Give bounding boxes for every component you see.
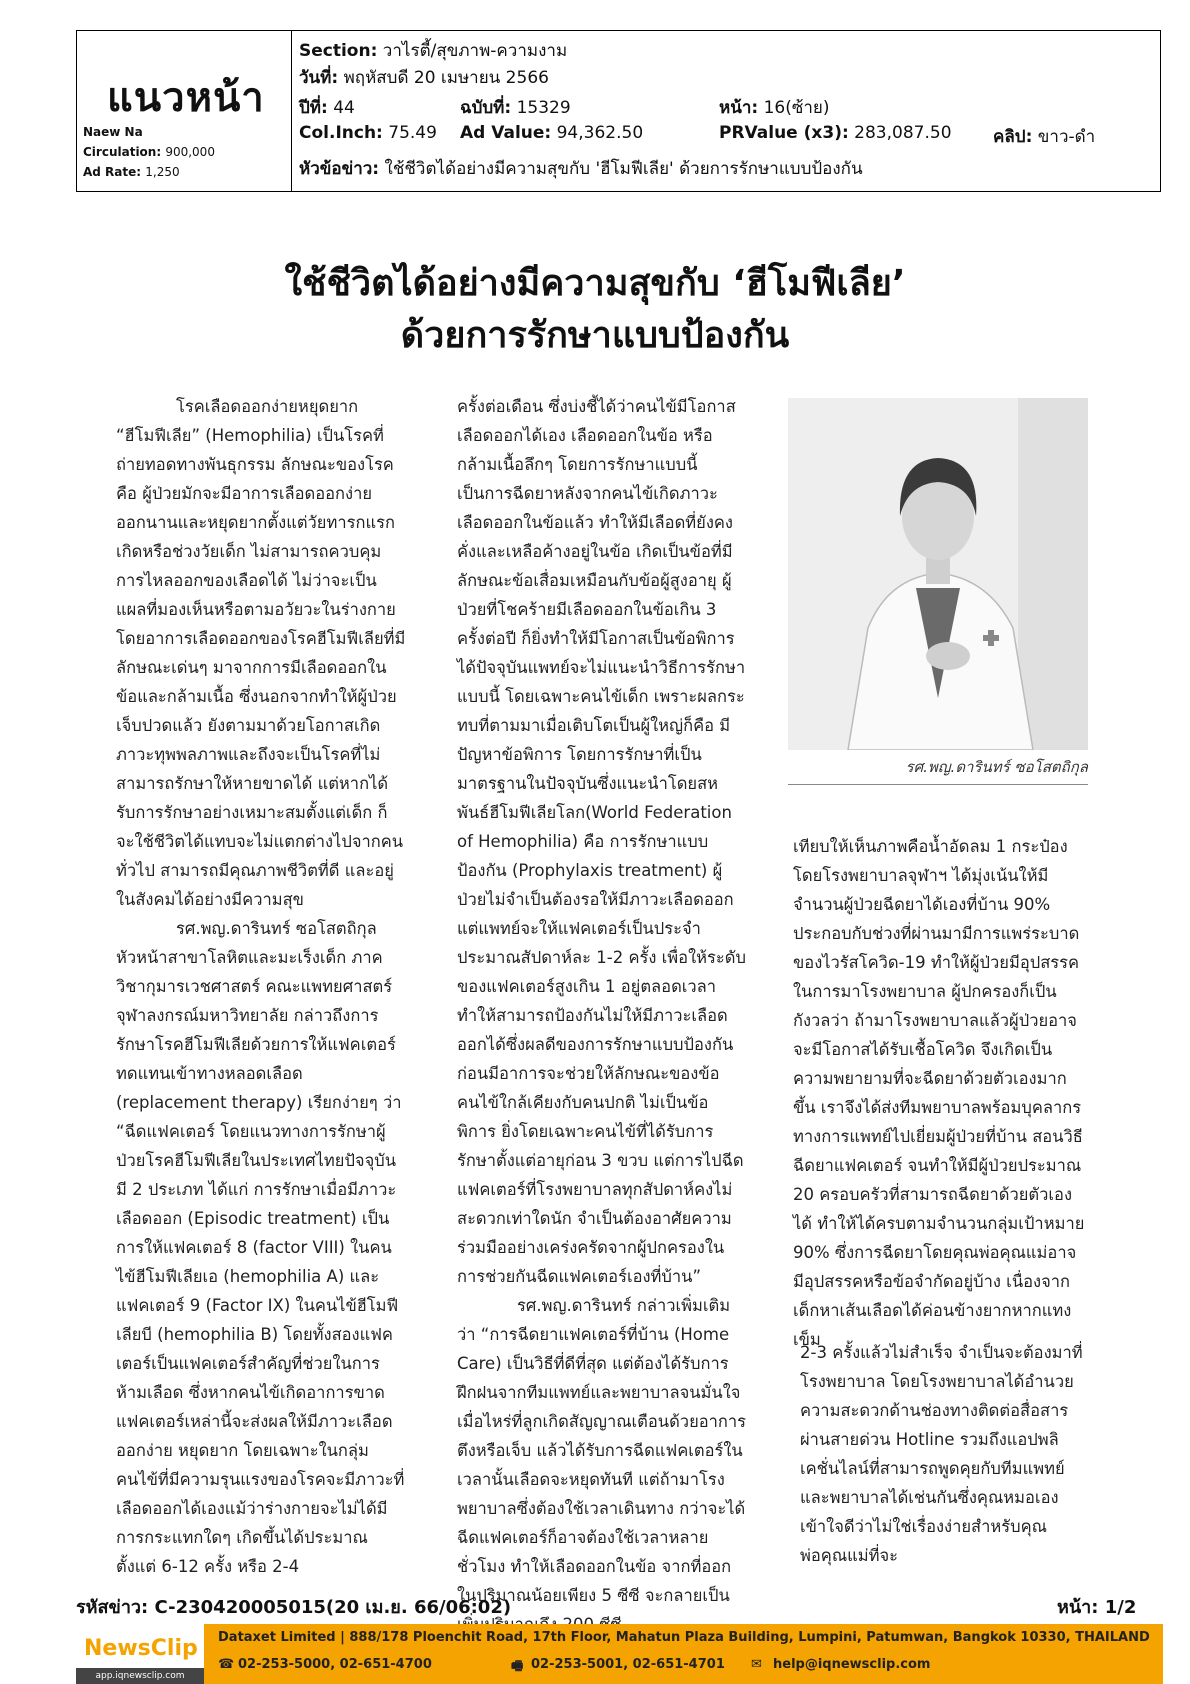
newsclip-logo: NewsClip (84, 1636, 198, 1661)
prvalue-field: PRValue (x3): 283,087.50 (719, 123, 952, 143)
page-field: หน้า: 16(ซ้าย) (719, 98, 830, 118)
clip-header (76, 30, 1161, 192)
page-indicator: หน้า: 1/2 (1057, 1597, 1137, 1618)
publisher-logo: แนวหน้า (107, 75, 265, 121)
paragraph: โรคเลือดออกง่ายหยุดยาก (176, 397, 359, 416)
headline-line-2: ด้วยการรักษาแบบป้องกัน (400, 315, 790, 356)
email-address[interactable]: help@iqnewsclip.com (773, 1657, 931, 1672)
phone-numbers: 02-253-5000, 02-651-4700 (238, 1657, 432, 1672)
paragraph: เทียบให้เห็นภาพคือน้ำอัดลม 1 กระป๋อง โดยโรงพยาบาลจุฬาฯ ได้มุ่งเน้นให้มีจำนวนผู้ป่วยฉีดยาได้เองที่บ้าน 90% ประกอบกับช่วงที่ผ่านมามีการแพร่ระบาดของไวรัสโควิด-19 ทำให้ผู้ป่วยมีอุปสรรคในการมาโรงพยาบาล ผู้ปกครองก็เป็นกังวลว่า ถ้ามาโรงพยาบาลแล้วผู้ป่วยอาจจะมีโอกาสได้รับเชื้อโควิด จึงเกิดเป็นความพยายามที่จะฉีดยาด้วยตัวเองมากขึ้น เราจึงได้ส่งทีมพยาบาลพร้อมบุคลากรทางการแพทย์ไปเยี่ยมผู้ป่วยที่บ้าน สอนวิธีฉีดยาแฟคเตอร์ จนทำให้มีผู้ป่วยประมาณ 20 ครอบครัวที่สามารถฉีดยาด้วยตัวเองได้ ทำให้ได้ครบตามจำนวนกลุ่มเป้าหมาย 90% ซึ่งการฉีดยาโดยคุณพ่อคุณแม่อาจมีอุปสรรคหรือข้อจำกัดอยู่บ้าง เนื่องจากเด็กหาเส้นเลือดได้ค่อนข้างยากหากแทงเข็ม (793, 837, 1085, 1349)
year-field: ปีที่: 44 (299, 98, 355, 118)
paragraph: รศ.พญ.ดารินทร์ ซอโสตถิกุล หัวหน้าสาขาโลหิตและมะเร็งเด็ก ภาควิชากุมารเวชศาสตร์ คณะแพทยศาสตร์ จุฬาลงกรณ์มหาวิทยาลัย กล่าวถึงการรักษาโรคฮีโมฟีเลียด้วยการให้แฟคเตอร์ทดแทนเข้าทางหลอดเลือด (replacement therapy) เรียกง่ายๆ ว่า “ฉีดแฟคเตอร์ โดยแนวทางการรักษาผู้ป่วยโรคฮีโมฟีเลียในประเทศไทยปัจจุบันมี 2 ประเภท ได้แก่ การรักษาเมื่อมีภาวะเลือดออก (Episodic treatment) เป็นการให้แฟคเตอร์ 8 (factor VIII) ในคนไข้ฮีโมฟีเลียเอ (hemophilia A) และแฟคเตอร์ 9 (Factor IX) ในคนไข้ฮีโมฟีเลียบี (hemophilia B) โดยทั้งสองแฟคเตอร์เป็นแฟคเตอร์สำคัญที่ช่วยในการห้ามเลือด ซึ่งหากคนไข้เกิดอาการขาดแฟคเตอร์เหล่านี้จะส่งผลให้มีภาวะเลือดออกง่าย หยุดยาก โดยเฉพาะในกลุ่มคนไข้ที่มีความรุนแรงของโรคจะมีภาวะที่เลือดออกได้เองแม้ว่าร่างกายจะไม่ได้มีการกระแทกใดๆ เกิดขึ้นได้ประมาณตั้งแต่ 6-12 ครั้ง หรือ 2-4 (116, 919, 405, 1576)
headline-row: หัวข้อข่าว: ใช้ชีวิตได้อย่างมีความสุขกับ 'ฮีโมฟีเลีย' ด้วยการรักษาแบบป้องกัน (299, 159, 863, 179)
news-code: รหัสข่าว: C-230420005015(20 เม.ย. 66/06:02) (76, 1597, 512, 1618)
newsclip-logo-box (76, 1624, 204, 1684)
publisher-panel (77, 31, 292, 191)
issue-field: ฉบับที่: 15329 (460, 98, 571, 118)
footer-bar (76, 1624, 1163, 1684)
article-column-1 (116, 392, 406, 1581)
company-address: Dataxet Limited | 888/178 Ploenchit Road, 17th Floor, Mahatun Plaza Building, Lumpini, Patumwan, Bangkok 10330, THAILAND (218, 1630, 1150, 1645)
section-row: Section: วาไรตี้/สุขภาพ-ความงาม (299, 41, 568, 61)
doctor-photo-frame (788, 398, 1088, 785)
clip-field: คลิป: ขาว-ดำ (993, 127, 1096, 147)
article-headline (0, 258, 1190, 362)
article-column-2 (457, 392, 747, 1639)
fax-icon: 🖷 (511, 1659, 524, 1674)
paragraph: “ฮีโมฟีเลีย” (Hemophilia) เป็นโรคที่ถ่ายทอดทางพันธุกรรม ลักษณะของโรคคือ ผู้ป่วยมักจะมีอาการเลือดออกง่าย ออกนานและหยุดยากตั้งแต่วัยทารกแรกเกิดหรือช่วงวัยเด็ก ไม่สามารถควบคุมการไหลออกของเลือดได้ ไม่ว่าจะเป็นแผลที่มองเห็นหรือตามอวัยวะในร่างกาย โดยอาการเลือดออกของโรคฮีโมฟีเลียที่มีลักษณะเด่นๆ มาจากการมีเลือดออกในข้อและกล้ามเนื้อ ซึ่งนอกจากทำให้ผู้ป่วยเจ็บปวดแล้ว ยังตามมาด้วยโอกาสเกิดภาวะทุพพลภาพและถึงจะเป็นโรคที่ไม่สามารถรักษาให้หายขาดได้ แต่หากได้รับการรักษาอย่างเหมาะสมตั้งแต่เด็ก ก็จะใช้ชีวิตได้แทบจะไม่แตกต่างไปจากคนทั่วไป สามารถมีคุณภาพชีวิตที่ดี และอยู่ในสังคมได้อย่างมีความสุข (116, 426, 406, 909)
headline-line-1: ใช้ชีวิตได้อย่างมีความสุขกับ ‘ฮีโมฟีเลีย’ (284, 263, 906, 304)
publisher-name: Naew Na (83, 125, 143, 139)
colinch-field: Col.Inch: 75.49 (299, 123, 437, 143)
paragraph: รศ.พญ.ดารินทร์ กล่าวเพิ่มเติมว่า “การฉีดยาแฟคเตอร์ที่บ้าน (Home Care) เป็นวิธีที่ดีที่สุด แต่ต้องได้รับการฝึกฝนจากทีมแพทย์และพยาบาลจนมั่นใจ เมื่อไหร่ที่ลูกเกิดสัญญาณเตือนด้วยอาการตึงหรือเจ็บ แล้วได้รับการฉีดแฟคเตอร์ในเวลานั้นเลือดจะหยุดทันที แต่ถ้ามาโรงพยาบาลซึ่งต้องใช้เวลาเดินทาง กว่าจะได้ฉีดแฟคเตอร์ก็อาจต้องใช้เวลาหลายชั่วโมง ทำให้เลือดออกในข้อ จากที่ออกในปริมาณน้อยเพียง 5 ซีซี จะกลายเป็น (457, 1296, 747, 1605)
advalue-field: Ad Value: 94,362.50 (460, 123, 644, 143)
doctor-photo (788, 398, 1088, 750)
circulation: Circulation: 900,000 (83, 145, 215, 159)
article-column-3-top (793, 832, 1085, 1354)
article-column-3-bottom (800, 1338, 1088, 1570)
doctor-portrait-icon (788, 398, 1088, 750)
ad-rate: Ad Rate: 1,250 (83, 165, 180, 179)
phone-icon: ☎ (218, 1657, 235, 1672)
fax-numbers: 02-253-5001, 02-651-4701 (531, 1657, 725, 1672)
email-icon: ✉ (751, 1657, 762, 1672)
newsclip-url: app.iqnewsclip.com (76, 1668, 204, 1684)
photo-caption: รศ.พญ.ดารินทร์ ซอโสตถิกุล (905, 758, 1088, 776)
paragraph: ครั้งต่อเดือน ซึ่งบ่งชี้ได้ว่าคนไข้มีโอกาสเลือดออกได้เอง เลือดออกในข้อ หรือกล้ามเนื้อลึกๆ โดยการรักษาแบบนี้เป็นการฉีดยาหลังจากคนไข้เกิดภาวะเลือดออกในข้อแล้ว ทำให้มีเลือดที่ยังคงคั่งและเหลือค้างอยู่ในข้อ เกิดเป็นข้อที่มีลักษณะข้อเสื่อมเหมือนกับข้อผู้สูงอายุ ผู้ป่วยที่โชคร้ายมีเลือดออกในข้อเกิน 3 ครั้งต่อปี ก็ยิ่งทำให้มีโอกาสเป็นข้อพิการได้ปัจจุบันแพทย์จะไม่แนะนำวิธีการรักษาแบบนี้ โดยเฉพาะคนไข้เด็ก เพราะผลกระทบที่ตามมาเมื่อเติบโตเป็นผู้ใหญ่ก็คือ มีปัญหาข้อพิการ โดยการรักษาที่เป็นมาตรฐานในปัจจุบันซึ่งแนะนำโดยสหพันธ์ฮีโมฟีเลียโลก(World Federation of Hemophilia) คือ การรักษาแบบป้องกัน (Prophylaxis treatment) ผู้ป่วยไม่จำเป็นต้องรอให้มีภาวะเลือดออก แต่แพทย์จะให้แฟคเตอร์เป็นประจำ ประมาณสัปดาห์ละ 1-2 ครั้ง เพื่อให้ระดับของแฟคเตอร์สูงเกิน 1 อยู่ตลอดเวลา ทำให้สามารถป้องกันไม่ให้มีภาวะเลือดออกได้ซึ่งผลดีของการรักษาแบบป้องกันก่อนมีอาการจะช่วยให้ลักษณะของข้อคนไข้ใกล้เคียงกับคนปกติ ไม่เป็นข้อพิการ ยิ่งโดยเฉพาะคนไข้ที่ได้รับการรักษาตั้งแต่อายุก่อน 3 ขวบ แต่การไปฉีดแฟคเตอร์ที่โรงพยาบาลทุกสัปดาห์คงไม่สะดวกเท่าใดนัก จำเป็นต้องอาศัยความร่วมมืออย่างเคร่งครัดจากผู้ปกครองในการช่วยกันฉีดแฟคเตอร์เองที่บ้าน” (457, 397, 746, 1286)
paragraph: 2-3 ครั้งแล้วไม่สำเร็จ จำเป็นจะต้องมาที่โรงพยาบาล โดยโรงพยาบาลได้อำนวยความสะดวกด้านช่องทางติดต่อสื่อสารผ่านสายด่วน Hotline รวมถึงแอปพลิเคชั่นไลน์ที่สามารถพูดคุยกับทีมแพทย์และพยาบาลได้เช่นกันซึ่งคุณหมอเองเข้าใจดีว่าไม่ใช่เรื่องง่ายสำหรับคุณพ่อคุณแม่ที่จะ (800, 1343, 1083, 1565)
date-row: วันที่: พฤหัสบดี 20 เมษายน 2566 (299, 68, 549, 88)
